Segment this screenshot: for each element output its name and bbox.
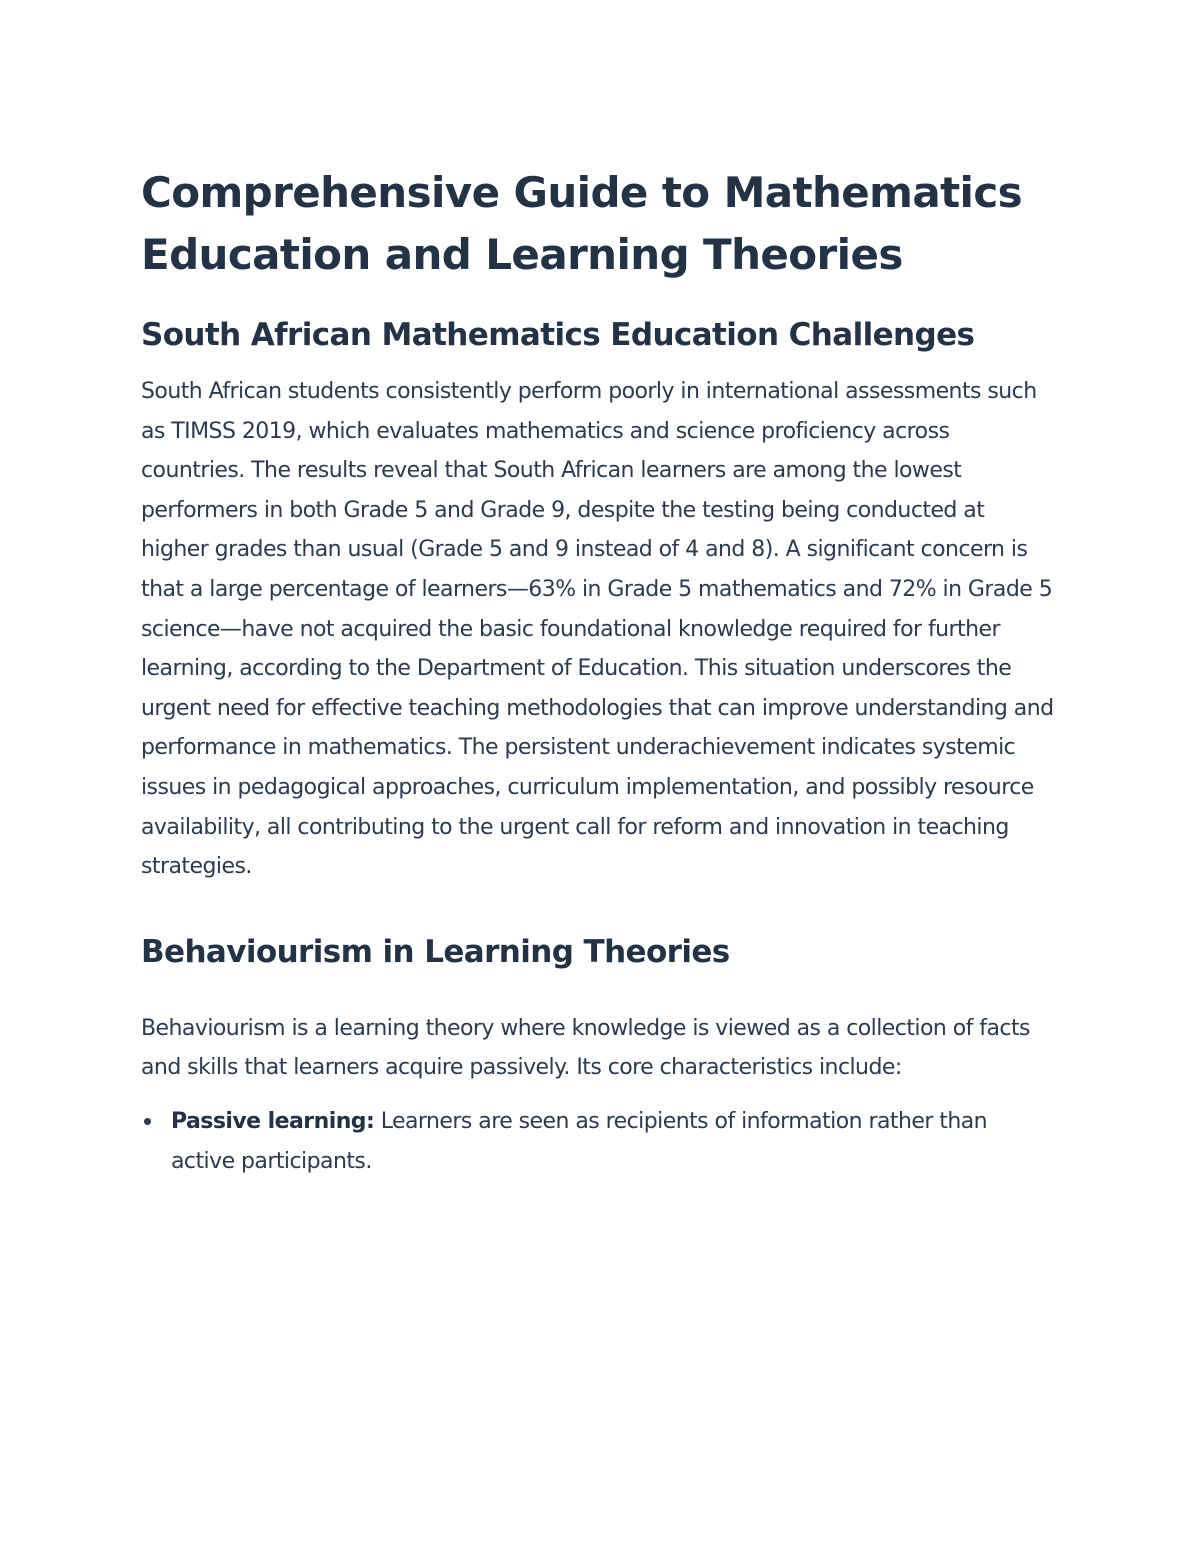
section-paragraph-sa-challenges: South African students consistently perform poorly in international assessments such as TIMSS 2019, which evaluates mathematics and science proficiency across countries. The results reveal that South African learners are among the lowest performers in both Grade 5 and Grade 9, despite the testing being conducted at higher grades than usual (Grade 5 and 9 instead of 4 and 8). A significant concern is that a large percentage of learners—63% in Grade 5 mathematics and 72% in Grade 5 science—have not acquired the basic foundational knowledge required for further learning, according to the Department of Education. This situation underscores the urgent need for effective teaching methodologies that can improve understanding and performance in mathematics. The persistent underachievement indicates systemic issues in pedagogical approaches, curriculum implementation, and possibly resource availability, all contributing to the urgent call for reform and innovation in teaching strategies. (141, 379, 1054, 880)
document-page (141, 162, 1056, 1181)
section-heading-behaviourism: Behaviourism in Learning Theories (141, 933, 730, 970)
characteristics-list (141, 1102, 1056, 1181)
section-heading-sa-challenges: South African Mathematics Education Challenges (141, 317, 975, 353)
bullet-text: Learners are seen as recipients of information rather than active participants. (171, 1108, 988, 1174)
list-item (141, 1102, 1056, 1181)
section-paragraph-behaviourism: Behaviourism is a learning theory where knowledge is viewed as a collection of facts and skills that learners acquire passively. Its core characteristics include: (141, 1015, 1030, 1081)
document-title: Comprehensive Guide to Mathematics Education and Learning Theories (141, 168, 1023, 279)
bullet-dot-icon (144, 1118, 151, 1125)
bullet-term: Passive learning: (171, 1108, 375, 1134)
